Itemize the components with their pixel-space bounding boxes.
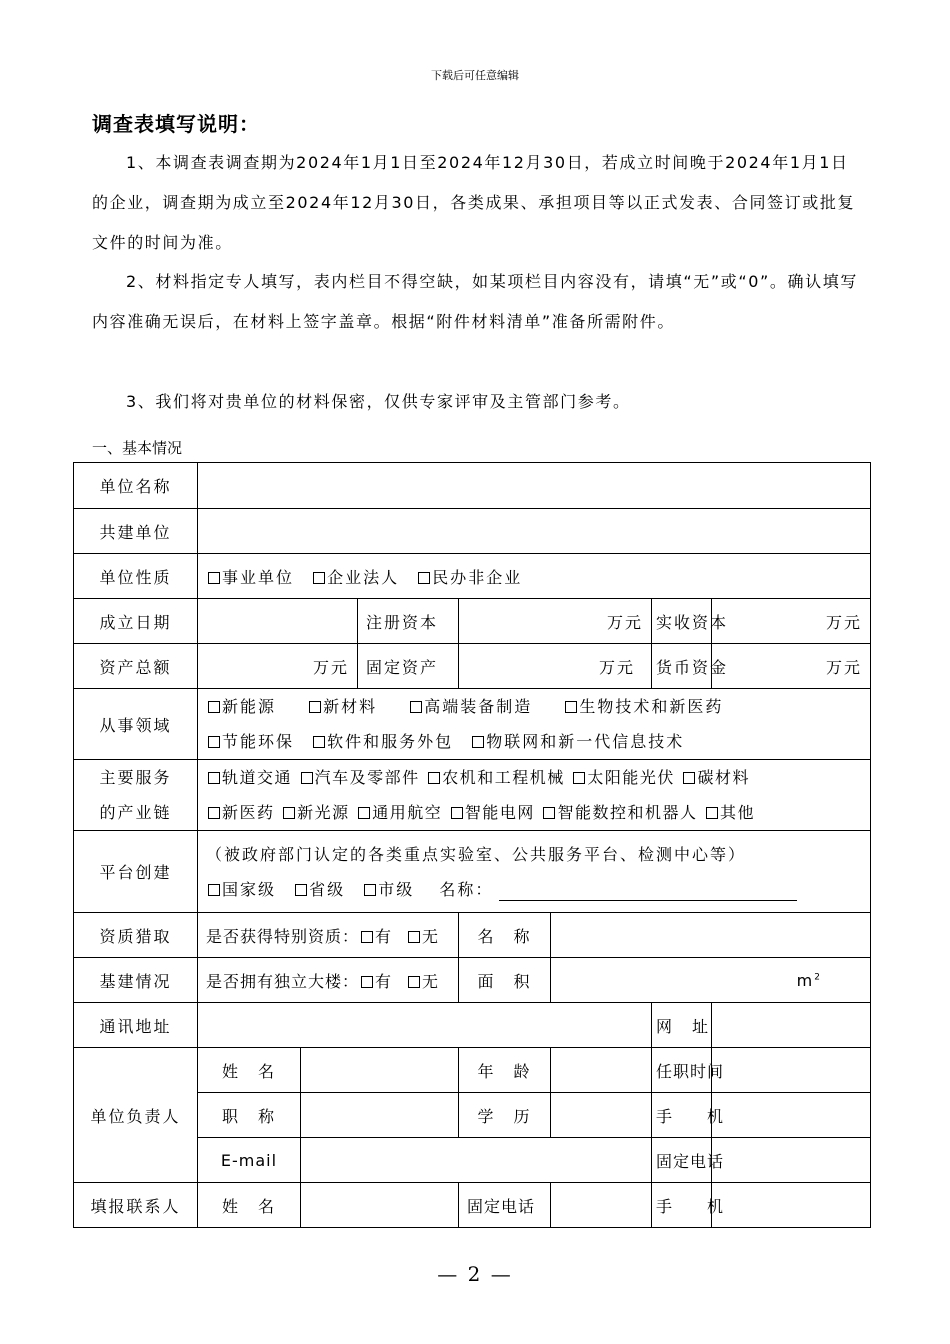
checkbox-icon[interactable] [358,807,370,819]
field-option[interactable]: 节能环保 [206,732,294,751]
co-builder-field[interactable] [198,509,871,554]
row-unit-name [74,463,871,509]
total-assets-label: 资产总额 [74,644,198,689]
head-title-label: 职 称 [198,1093,301,1138]
head-education-label: 学 历 [459,1093,551,1138]
field-label: 从事领域 [74,689,198,760]
head-age-label: 年 龄 [459,1048,551,1093]
head-mobile-field[interactable] [712,1093,871,1138]
qualification-question: 是否获得特别资质： 有 无 [198,913,459,958]
row-assets [74,644,871,689]
checkbox-icon[interactable] [295,884,307,896]
platform-option[interactable]: 省级 [293,880,345,899]
head-phone-label: 固定电话 [652,1138,712,1183]
unit-nature-options [198,554,871,599]
registered-capital-label: 注册资本 [358,599,459,644]
checkbox-icon[interactable] [683,772,695,784]
checkbox-icon[interactable] [565,701,577,713]
field-option[interactable]: 生物技术和新医药 [563,697,723,716]
head-phone-field[interactable] [712,1138,871,1183]
checkbox-icon[interactable] [208,884,220,896]
header-note: 下载后可任意编辑 [431,69,519,82]
platform-name-label: 名称： [439,879,494,899]
head-tenure-field[interactable] [712,1048,871,1093]
checkbox-icon[interactable] [428,772,440,784]
platform-note: （被政府部门认定的各类重点实验室、公共服务平台、检测中心等） [206,844,747,864]
checkbox-icon[interactable] [313,572,325,584]
chain-option[interactable]: 新医药 [206,803,275,822]
registered-capital-field[interactable]: 万元 [459,599,652,644]
qualification-label: 资质猎取 [74,913,198,958]
row-address [74,1003,871,1048]
unit-nature-label: 单位性质 [74,554,198,599]
checkbox-icon[interactable] [573,772,585,784]
head-name-label: 姓 名 [198,1048,301,1093]
checkbox-icon[interactable] [309,701,321,713]
checkbox-icon[interactable] [472,736,484,748]
section-label: 一、基本情况 [92,439,183,457]
row-unit-nature [74,554,871,599]
checkbox-icon[interactable] [313,736,325,748]
chain-option[interactable]: 农机和工程机械 [426,768,565,787]
contact-name-field[interactable] [301,1183,459,1228]
head-name-field[interactable] [301,1048,459,1093]
row-infrastructure [74,958,871,1003]
field-option[interactable]: 新材料 [307,697,377,716]
address-field[interactable] [198,1003,652,1048]
website-label: 网 址 [652,1003,712,1048]
field-options [198,689,871,760]
founding-date-label: 成立日期 [74,599,198,644]
checkbox-icon[interactable] [410,701,422,713]
fixed-assets-label: 固定资产 [358,644,459,689]
fixed-assets-field[interactable]: 万元 [459,644,652,689]
checkbox-icon[interactable] [361,976,373,988]
field-option[interactable]: 高端装备制造 [408,697,532,716]
checkbox-icon[interactable] [283,807,295,819]
instruction-2: 2、材料指定专人填写，表内栏目不得空缺，如某项栏目内容没有，请填“无”或“0”。确认填写内容准确无误后，在材料上签字盖章。根据“附件材料清单”准备所需附件。 [92,272,858,331]
chain-option[interactable]: 其他 [704,803,755,822]
industry-chain-label: 主要服务 的产业链 [74,760,198,831]
row-contact [74,1183,871,1228]
instruction-1: 1、本调查表调查期为2024年1月1日至2024年12月30日，若成立时间晚于2024年1月1日的企业，调查期为成立至2024年12月30日，各类成果、承担项目等以正式发表、合同签订或批复文件的时间为准。 [92,153,856,252]
contact-phone-label: 固定电话 [459,1183,551,1228]
qualification-name-label: 名 称 [459,913,551,958]
chain-option[interactable]: 新光源 [281,803,350,822]
qualification-name-field[interactable] [551,913,871,958]
instruction-3: 3、我们将对贵单位的材料保密，仅供专家评审及主管部门参考。 [126,392,631,411]
infrastructure-question: 是否拥有独立大楼： 有 无 [198,958,459,1003]
field-option[interactable]: 新能源 [206,697,276,716]
chain-option[interactable]: 通用航空 [356,803,442,822]
field-option[interactable]: 物联网和新一代信息技术 [470,732,684,751]
platform-option[interactable]: 国家级 [206,880,276,899]
row-founding [74,599,871,644]
checkbox-icon[interactable] [208,807,220,819]
unit-name-label: 单位名称 [74,463,198,509]
unit-name-field[interactable] [198,463,871,509]
contact-label: 填报联系人 [74,1183,198,1228]
platform-options [198,831,871,913]
nature-option-2[interactable]: 企业法人 [311,568,399,587]
checkbox-icon[interactable] [408,976,420,988]
checkbox-icon[interactable] [364,884,376,896]
monetary-funds-field[interactable]: 万元 [712,644,871,689]
platform-name-field[interactable] [499,882,797,901]
head-age-field[interactable] [551,1048,652,1093]
contact-mobile-label: 手 机 [652,1183,712,1228]
checkbox-icon[interactable] [706,807,718,819]
row-head-1 [74,1048,871,1093]
platform-option[interactable]: 市级 [362,880,414,899]
nature-option-1[interactable]: 事业单位 [206,568,294,587]
head-email-label: E-mail [198,1138,301,1183]
row-co-builder [74,509,871,554]
checkbox-icon[interactable] [418,572,430,584]
document-title: 调查表填写说明： [92,112,260,136]
address-label: 通讯地址 [74,1003,198,1048]
row-platform [74,831,871,913]
head-mobile-label: 手 机 [652,1093,712,1138]
head-title-field[interactable] [301,1093,459,1138]
head-education-field[interactable] [551,1093,652,1138]
website-field[interactable] [712,1003,871,1048]
chain-option[interactable]: 智能数控和机器人 [541,803,697,822]
head-label: 单位负责人 [74,1048,198,1183]
platform-label: 平台创建 [74,831,198,913]
nature-option-3[interactable]: 民办非企业 [416,568,522,587]
area-label: 面 积 [459,958,551,1003]
row-industry-chain [74,760,871,831]
page-number: — 2 — [437,1262,513,1286]
checkbox-icon[interactable] [451,807,463,819]
chain-option[interactable]: 智能电网 [449,803,535,822]
founding-date-field[interactable] [198,599,358,644]
head-email-field[interactable] [301,1138,652,1183]
checkbox-icon[interactable] [208,736,220,748]
checkbox-icon[interactable] [208,772,220,784]
chain-option[interactable]: 碳材料 [681,768,750,787]
paid-capital-field[interactable]: 万元 [712,599,871,644]
paid-capital-label: 实收资本 [652,599,712,644]
row-field [74,689,871,760]
basic-info-table [73,462,871,1228]
head-tenure-label: 任职时间 [652,1048,712,1093]
checkbox-icon[interactable] [208,701,220,713]
checkbox-icon[interactable] [408,931,420,943]
contact-phone-field[interactable] [551,1183,652,1228]
contact-mobile-field[interactable] [712,1183,871,1228]
chain-option[interactable]: 汽车及零部件 [299,768,420,787]
checkbox-icon[interactable] [361,931,373,943]
infrastructure-label: 基建情况 [74,958,198,1003]
field-option[interactable]: 软件和服务外包 [311,732,453,751]
checkbox-icon[interactable] [208,572,220,584]
checkbox-icon[interactable] [543,807,555,819]
chain-option[interactable]: 轨道交通 [206,768,292,787]
checkbox-icon[interactable] [301,772,313,784]
chain-option[interactable]: 太阳能光伏 [571,768,675,787]
contact-name-label: 姓 名 [198,1183,301,1228]
co-builder-label: 共建单位 [74,509,198,554]
row-qualification [74,913,871,958]
monetary-funds-label: 货币资金 [652,644,712,689]
industry-chain-options [198,760,871,831]
total-assets-field[interactable]: 万元 [198,644,358,689]
area-field[interactable]: $m^2$ [551,958,871,1003]
